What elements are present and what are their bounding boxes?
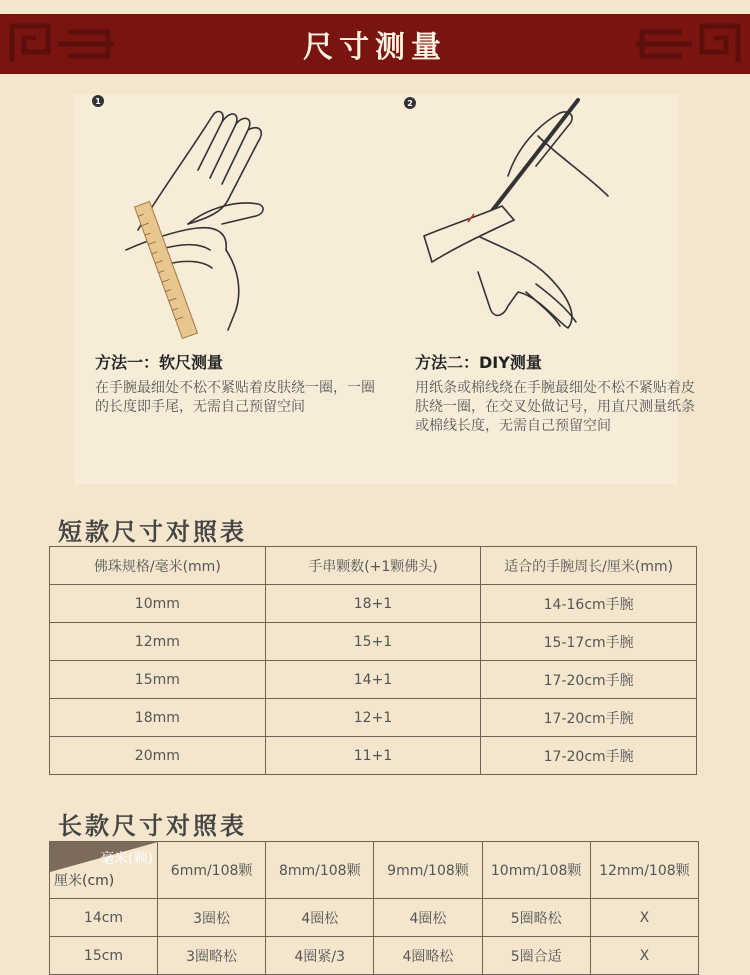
table-cell: 3圈松 <box>158 899 266 937</box>
table-row <box>50 661 697 699</box>
table-cell: 11+1 <box>265 737 481 775</box>
step-number-2: 2 <box>404 97 416 109</box>
table-header-row <box>50 842 699 899</box>
table-cell: 3圈略松 <box>158 937 266 975</box>
table-row <box>50 737 697 775</box>
table-cell: X <box>590 899 698 937</box>
table-cell: 15cm <box>50 937 158 975</box>
table-header: 8mm/108颗 <box>266 842 374 899</box>
hand-soft-ruler-illustration <box>118 100 278 340</box>
method-one-description: 在手腕最细处不松不紧贴着皮肤绕一圈，一圈的长度即手尾，无需自己预留空间 <box>95 380 375 415</box>
table-cell: 5圈略松 <box>482 899 590 937</box>
table-header: 10mm/108颗 <box>482 842 590 899</box>
corner-top-label: 毫米(颗) <box>100 851 153 867</box>
table-header: 适合的手腕周长/厘米(mm) <box>481 547 697 585</box>
hand-paper-strip-illustration <box>418 96 618 336</box>
short-table-title: 短款尺寸对照表 <box>58 517 247 546</box>
table-row <box>50 585 697 623</box>
table-cell: 20mm <box>50 737 266 775</box>
fret-pattern-icon <box>8 22 118 66</box>
table-cell: 4圈松 <box>374 899 482 937</box>
method-two <box>415 350 695 436</box>
table-cell: 5圈合适 <box>482 937 590 975</box>
table-row <box>50 623 697 661</box>
table-row <box>50 899 699 937</box>
title-banner <box>0 14 750 74</box>
corner-header-cell <box>50 842 158 899</box>
table-row <box>50 699 697 737</box>
fret-pattern-icon <box>632 22 742 66</box>
table-cell: 4圈松 <box>266 899 374 937</box>
table-header: 6mm/108颗 <box>158 842 266 899</box>
method-one-title: 方法一：软尺测量 <box>95 353 224 372</box>
table-cell: 4圈紧/3 <box>266 937 374 975</box>
table-cell: 14+1 <box>265 661 481 699</box>
table-cell: 14-16cm手腕 <box>481 585 697 623</box>
corner-bottom-label: 厘米(cm) <box>54 873 115 889</box>
short-size-table <box>49 546 697 775</box>
long-size-table <box>49 841 699 975</box>
table-cell: 12+1 <box>265 699 481 737</box>
table-cell: 4圈略松 <box>374 937 482 975</box>
table-header: 12mm/108颗 <box>590 842 698 899</box>
table-cell: 17-20cm手腕 <box>481 661 697 699</box>
table-cell: 14cm <box>50 899 158 937</box>
table-header: 9mm/108颗 <box>374 842 482 899</box>
table-cell: 18mm <box>50 699 266 737</box>
method-one <box>95 350 375 417</box>
table-cell: 17-20cm手腕 <box>481 699 697 737</box>
table-header-row <box>50 547 697 585</box>
table-cell: 17-20cm手腕 <box>481 737 697 775</box>
table-cell: 10mm <box>50 585 266 623</box>
table-cell: 12mm <box>50 623 266 661</box>
table-cell: X <box>590 937 698 975</box>
method-two-title: 方法二：DIY测量 <box>415 353 542 372</box>
long-table-title: 长款尺寸对照表 <box>58 811 247 840</box>
table-row <box>50 937 699 975</box>
page-title: 尺寸测量 <box>303 30 447 65</box>
table-cell: 15+1 <box>265 623 481 661</box>
table-header: 佛珠规格/毫米(mm) <box>50 547 266 585</box>
step-number-1: 1 <box>92 95 104 107</box>
table-cell: 15mm <box>50 661 266 699</box>
table-header: 手串颗数(+1颗佛头) <box>265 547 481 585</box>
table-cell: 15-17cm手腕 <box>481 623 697 661</box>
table-cell: 18+1 <box>265 585 481 623</box>
method-two-description: 用纸条或棉线绕在手腕最细处不松不紧贴着皮肤绕一圈，在交叉处做记号，用直尺测量纸条或棉线长度，无需自己预留空间 <box>415 380 695 434</box>
